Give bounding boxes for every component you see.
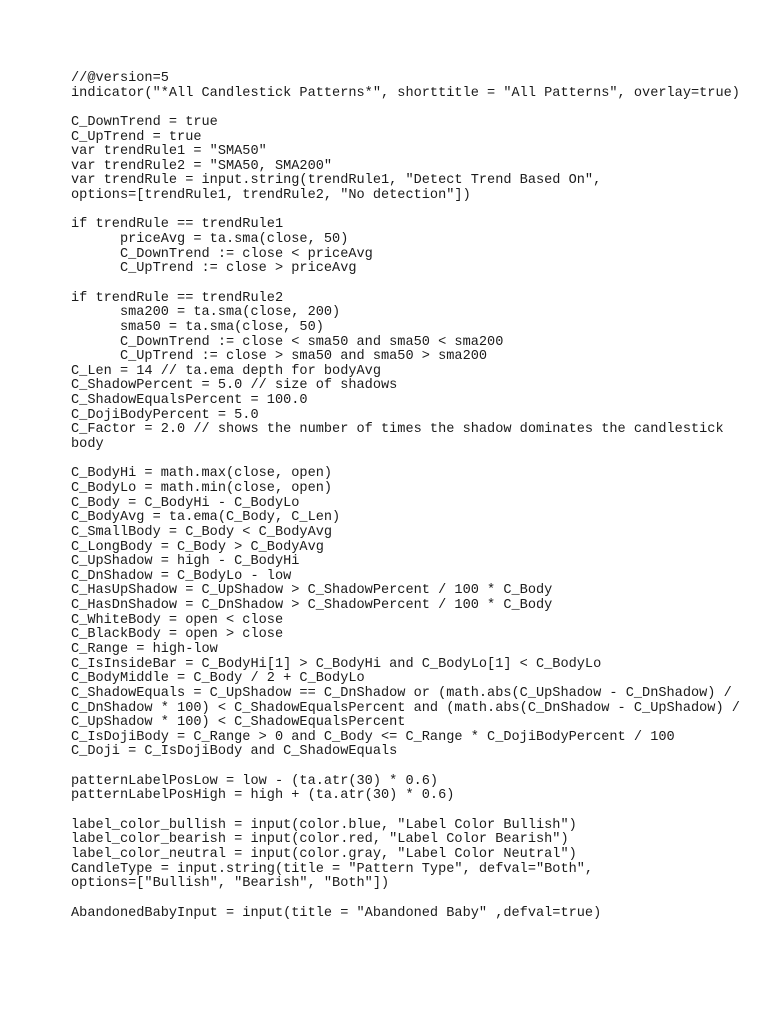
code-line: body [71, 437, 104, 453]
code-line: C_Doji = C_IsDojiBody and C_ShadowEquals [71, 744, 398, 760]
code-line: C_UpShadow * 100) < C_ShadowEqualsPercent [71, 715, 406, 731]
code-line: C_BodyHi = math.max(close, open) [71, 466, 333, 482]
code-line: C_DnShadow * 100) < C_ShadowEqualsPercent and (math.abs(C_DnShadow - C_UpShadow) / [71, 700, 740, 716]
code-line: C_UpTrend = true [71, 129, 202, 145]
code-line: patternLabelPosHigh = high + (ta.atr(30) * 0.6) [71, 788, 455, 804]
code-line: if trendRule == trendRule1 [71, 217, 284, 233]
blank-line [71, 101, 711, 116]
code-line: C_UpTrend := close > sma50 and sma50 > sma200 [71, 349, 488, 365]
blank-line [71, 453, 711, 468]
blank-line [71, 204, 711, 219]
code-line: label_color_neutral = input(color.gray, "Label Color Neutral") [71, 846, 577, 862]
code-line: C_IsInsideBar = C_BodyHi[1] > C_BodyHi and C_BodyLo[1] < C_BodyLo [71, 656, 602, 672]
code-line: priceAvg = ta.sma(close, 50) [71, 232, 349, 248]
code-line: C_ShadowEquals = C_UpShadow == C_DnShadow or (math.abs(C_UpShadow - C_DnShadow) / [71, 685, 732, 701]
code-line: C_DojiBodyPercent = 5.0 [71, 407, 259, 423]
code-line: C_BodyAvg = ta.ema(C_Body, C_Len) [71, 510, 341, 526]
code-line: if trendRule == trendRule2 [71, 290, 284, 306]
code-line: C_UpShadow = high - C_BodyHi [71, 554, 300, 570]
blank-line [71, 892, 711, 907]
code-line: var trendRule1 = "SMA50" [71, 144, 267, 160]
code-line: C_UpTrend := close > priceAvg [71, 261, 357, 277]
code-line: C_HasUpShadow = C_UpShadow > C_ShadowPercent / 100 * C_Body [71, 583, 553, 599]
code-line: C_DownTrend := close < priceAvg [71, 246, 373, 262]
code-line: options=["Bullish", "Bearish", "Both"]) [71, 876, 390, 892]
code-line: sma200 = ta.sma(close, 200) [71, 305, 341, 321]
code-line: C_BodyLo = math.min(close, open) [71, 480, 333, 496]
code-line: C_ShadowPercent = 5.0 // size of shadows [71, 378, 398, 394]
code-line: C_Factor = 2.0 // shows the number of times the shadow dominates the candlestick [71, 422, 724, 438]
blank-line [71, 804, 711, 819]
code-line: C_Body = C_BodyHi - C_BodyLo [71, 495, 300, 511]
code-line: C_DownTrend := close < sma50 and sma50 < sma200 [71, 334, 504, 350]
code-line: var trendRule = input.string(trendRule1, "Detect Trend Based On", [71, 173, 602, 189]
code-line: C_SmallBody = C_Body < C_BodyAvg [71, 524, 333, 540]
code-line: sma50 = ta.sma(close, 50) [71, 319, 324, 335]
code-line: C_BlackBody = open > close [71, 627, 284, 643]
code-line: options=[trendRule1, trendRule2, "No detection"]) [71, 188, 471, 204]
code-line: C_IsDojiBody = C_Range > 0 and C_Body <= C_Range * C_DojiBodyPercent / 100 [71, 729, 675, 745]
blank-line [71, 760, 711, 775]
code-line: //@version=5 [71, 71, 169, 86]
code-line: C_WhiteBody = open < close [71, 612, 284, 628]
code-line: C_Len = 14 // ta.ema depth for bodyAvg [71, 363, 381, 379]
code-listing [71, 71, 740, 921]
code-line: CandleType = input.string(title = "Pattern Type", defval="Both", [71, 861, 594, 877]
code-line: C_HasDnShadow = C_DnShadow > C_ShadowPercent / 100 * C_Body [71, 598, 553, 614]
code-line: C_Range = high-low [71, 641, 218, 657]
blank-line [71, 277, 711, 292]
code-line: patternLabelPosLow = low - (ta.atr(30) * 0.6) [71, 773, 439, 789]
code-line: var trendRule2 = "SMA50, SMA200" [71, 158, 333, 174]
code-line: C_LongBody = C_Body > C_BodyAvg [71, 539, 324, 555]
code-line: label_color_bullish = input(color.blue, "Label Color Bullish") [71, 817, 577, 833]
code-line: C_DownTrend = true [71, 114, 218, 130]
code-line: C_BodyMiddle = C_Body / 2 + C_BodyLo [71, 671, 365, 687]
code-line: C_ShadowEqualsPercent = 100.0 [71, 393, 308, 409]
code-line: AbandonedBabyInput = input(title = "Abandoned Baby" ,defval=true) [71, 905, 602, 921]
code-line: C_DnShadow = C_BodyLo - low [71, 568, 292, 584]
code-line: indicator("*All Candlestick Patterns*", shorttitle = "All Patterns", overlay=true) [71, 85, 740, 101]
code-line: label_color_bearish = input(color.red, "Label Color Bearish") [71, 832, 569, 848]
